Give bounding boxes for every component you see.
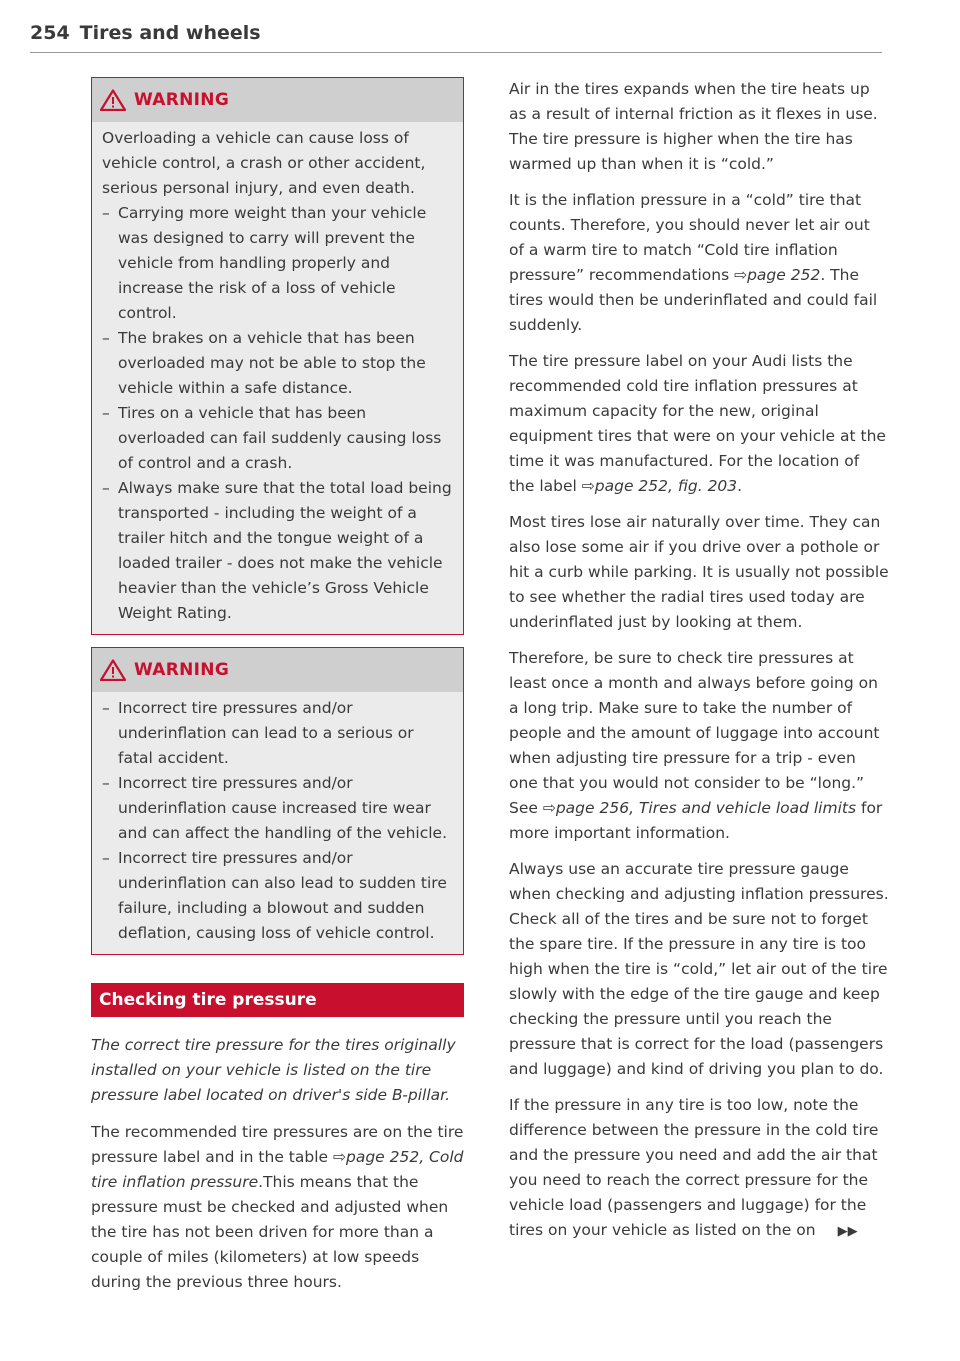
- text-run: .: [737, 477, 743, 495]
- warning-intro: Overloading a vehicle can cause loss of vehicle control, a crash or other accident, serious personal injury, and even death.: [102, 129, 426, 197]
- cross-reference-link[interactable]: page 252, fig. 203: [594, 477, 738, 495]
- warning-triangle-icon: [100, 659, 126, 681]
- list-item: – Incorrect tire pressures and/or underinflation can also lead to sudden tire failure, including a blowout and sudden deflation, causing loss of vehicle control.: [102, 846, 453, 946]
- paragraph: [509, 188, 889, 338]
- warning-body: [92, 122, 463, 634]
- cross-reference-link[interactable]: page 252: [747, 266, 821, 284]
- text-run: Therefore, be sure to check tire pressures at least once a month and always before going on a long trip. Make sure to take the number of people and the amount of luggage into account when adjusting tire pressure for a trip - even one that you would not consider to be “long.” See: [509, 649, 880, 817]
- paragraph: [509, 1093, 889, 1244]
- paragraph: [91, 1120, 464, 1295]
- text-run: It is the inflation pressure in a “cold” tire that counts. Therefore, you should never let air out of a warm tire to match “Cold tire inflation pressure” recommendations: [509, 191, 870, 284]
- warning-body: [92, 692, 463, 954]
- paragraph: Most tires lose air naturally over time. They can also lose some air if you drive over a pothole or hit a curb while parking. It is usually not possible to see whether the radial tires used today are underinflated just by looking at them.: [509, 513, 889, 631]
- xref-arrow-icon: ⇨: [542, 799, 556, 817]
- paragraph: Air in the tires expands when the tire heats up as a result of internal friction as it flexes in use. The tire pressure is higher when the tire has warmed up than when it is “cold.”: [509, 80, 878, 173]
- cross-reference-link[interactable]: page 256, Tires and vehicle load limits: [555, 799, 857, 817]
- warning-box-tire-pressure: [91, 647, 464, 955]
- xref-arrow-icon: ⇨: [734, 266, 748, 284]
- text-run: The tire pressure label on your Audi lists the recommended cold tire inflation pressures at maximum capacity for the new, original equipment tires that were on your vehicle at the time it was manufactured. For the location of the label: [509, 352, 886, 495]
- warning-header: [92, 78, 463, 122]
- list-item: – Incorrect tire pressures and/or underinflation cause increased tire wear and can affect the handling of the vehicle.: [102, 771, 453, 846]
- page-title: Tires and wheels: [79, 22, 261, 44]
- warning-box-overloading: [91, 77, 464, 635]
- warning-triangle-icon: [100, 89, 126, 111]
- xref-arrow-icon: ⇨: [332, 1148, 346, 1166]
- list-item: – Carrying more weight than your vehicle was designed to carry will prevent the vehicle from handling properly and increase the risk of a loss of vehicle control.: [102, 201, 453, 326]
- right-column: [509, 77, 889, 1255]
- list-item: – The brakes on a vehicle that has been overloaded may not be able to stop the vehicle within a safe distance.: [102, 326, 453, 401]
- paragraph: Always use an accurate tire pressure gauge when checking and adjusting inflation pressures. Check all of the tires and be sure not to forget the spare tire. If the pressure in any tire is too high when the tire is “cold,” let air out of the tire slowly with the edge of the tire gauge and keep checking the pressure until you reach the pressure that is correct for the load (passengers and luggage) and kind of driving you plan to do.: [509, 860, 889, 1078]
- section-heading: Checking tire pressure: [91, 983, 464, 1017]
- left-column: [91, 77, 464, 1306]
- text-run: The recommended tire pressures are on the tire pressure label and in the table: [91, 1123, 464, 1166]
- paragraph: [509, 349, 889, 499]
- warning-title: WARNING: [134, 660, 230, 680]
- list-item: – Incorrect tire pressures and/or underinflation can lead to a serious or fatal accident.: [102, 696, 453, 771]
- page-number: 254: [30, 22, 70, 44]
- header-divider: [30, 52, 882, 53]
- section-intro: The correct tire pressure for the tires originally installed on your vehicle is listed on the tire pressure label located on driver's side B-pillar.: [91, 1036, 456, 1104]
- warning-header: [92, 648, 463, 692]
- text-run: If the pressure in any tire is too low, note the difference between the pressure in the cold tire and the pressure you need and add the air that you need to reach the correct pressure for the vehicle load (passengers and luggage) for the tires on your vehicle as listed on the on: [509, 1096, 879, 1239]
- list-item: – Always make sure that the total load being transported - including the weight of a trailer hitch and the tongue weight of a loaded trailer - does not make the vehicle heavier than the vehicle’s Gross Vehicle Weight Rating.: [102, 476, 453, 626]
- paragraph: [509, 646, 889, 846]
- warning-list: [102, 696, 453, 946]
- text-run: for more important information.: [509, 799, 883, 842]
- text-run: . The tires would then be underinflated and could fail suddenly.: [509, 266, 878, 334]
- cross-reference-link[interactable]: page 252, Cold tire inflation pressure: [91, 1148, 464, 1191]
- continue-arrow-icon: ▶▶: [837, 1224, 858, 1239]
- warning-title: WARNING: [134, 90, 230, 110]
- warning-list: [102, 201, 453, 626]
- xref-arrow-icon: ⇨: [581, 477, 595, 495]
- page-header: [30, 22, 882, 44]
- text-run: .This means that the pressure must be checked and adjusted when the tire has not been driven for more than a couple of miles (kilometers) at low speeds during the previous three hours.: [91, 1173, 449, 1291]
- list-item: – Tires on a vehicle that has been overloaded can fail suddenly causing loss of control and a crash.: [102, 401, 453, 476]
